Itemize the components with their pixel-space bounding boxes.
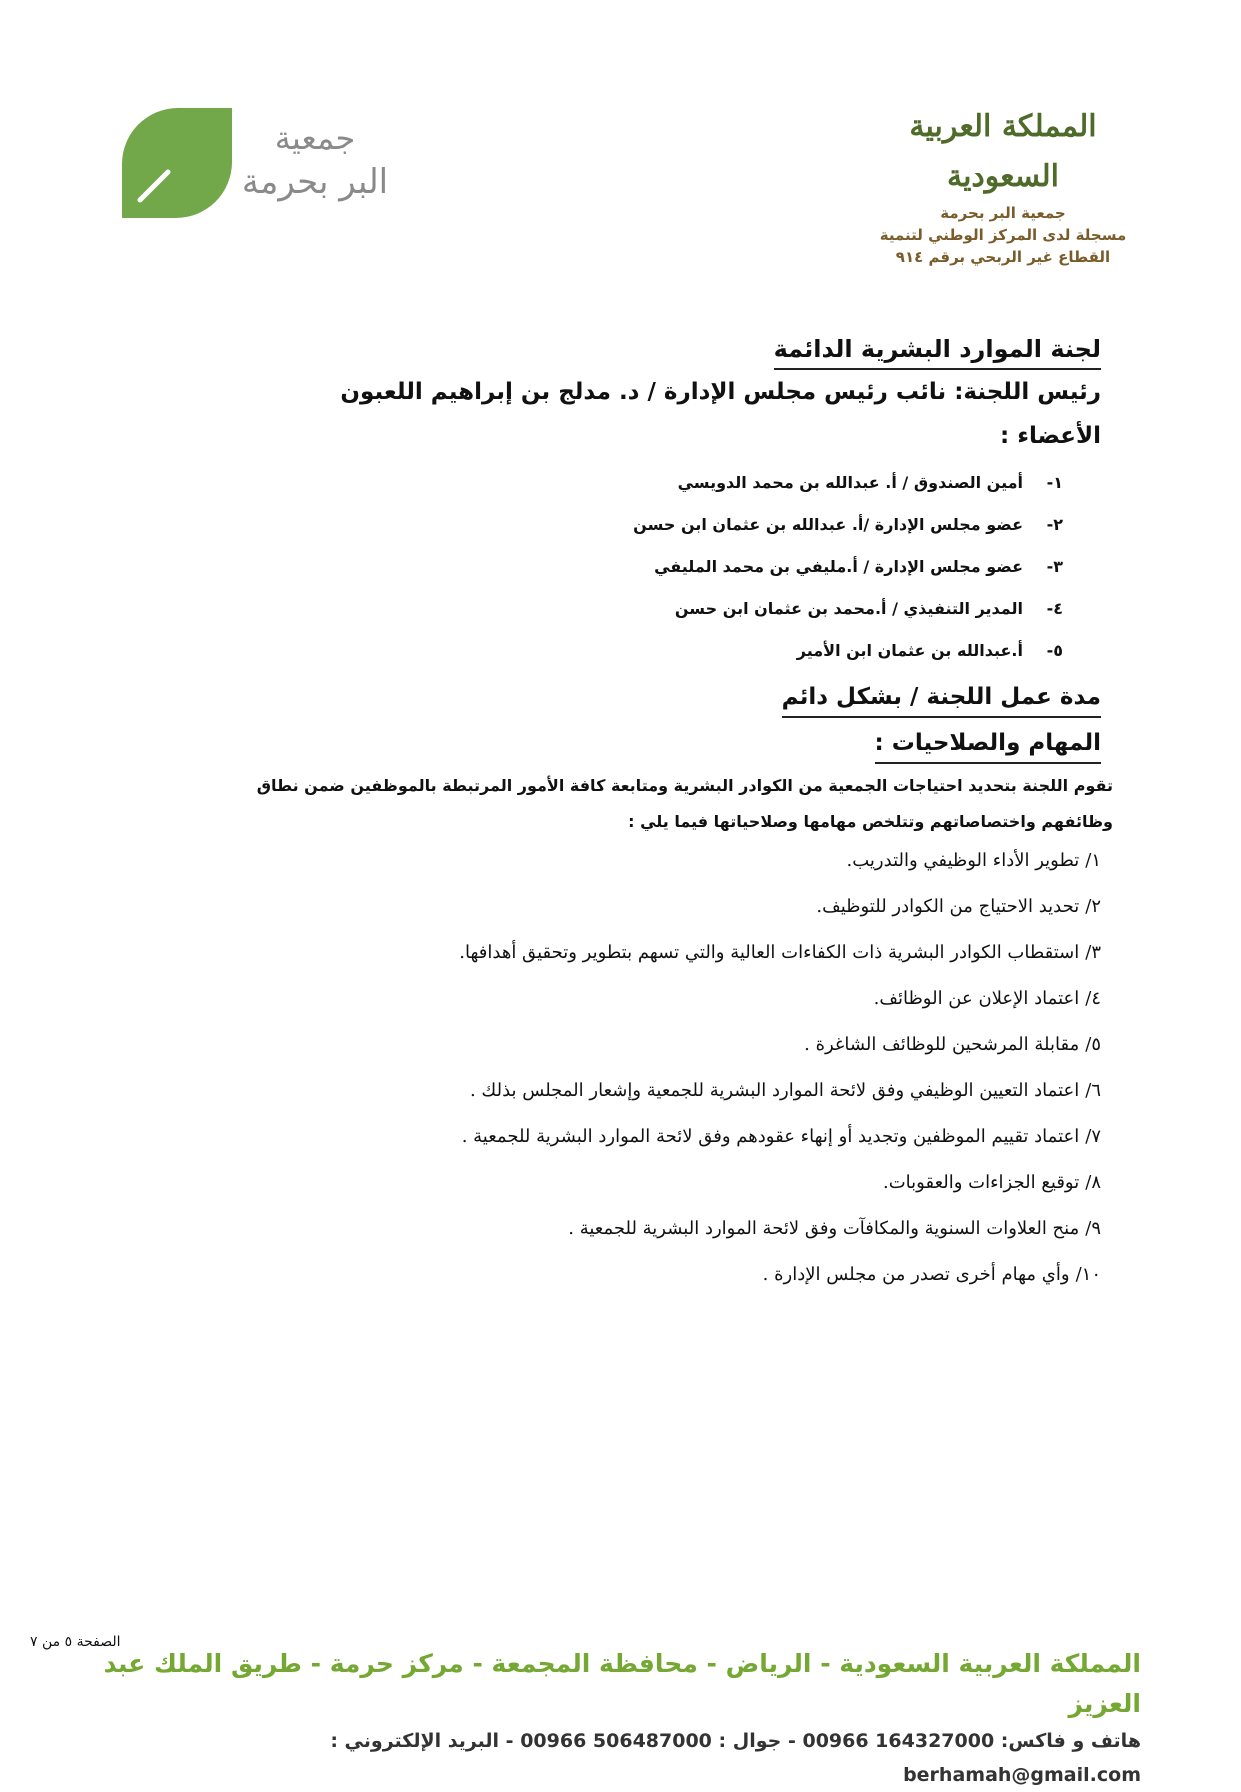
page-number: الصفحة ٥ من ٧ xyxy=(30,1634,121,1650)
list-item: ١/تطوير الأداء الوظيفي والتدريب. xyxy=(846,850,1101,871)
mobile-label: - جوال : xyxy=(718,1730,796,1752)
logo-text xyxy=(240,116,390,204)
logo-line2: البر بحرمة xyxy=(241,162,389,202)
logo-line1: جمعية xyxy=(274,119,356,157)
committee-title: لجنة الموارد البشرية الدائمة xyxy=(774,332,1101,370)
association-name: جمعية البر بحرمة xyxy=(940,204,1066,222)
committee-duration: مدة عمل اللجنة / بشكل دائم xyxy=(782,678,1101,718)
kingdom-calligraphy: المملكة العربية السعودية xyxy=(909,109,1097,194)
list-item: ٥/مقابلة المرشحين للوظائف الشاغرة . xyxy=(804,1034,1101,1055)
list-item: ٩/منح العلاوات السنوية والمكافآت وفق لائحة الموارد البشرية للجمعية . xyxy=(568,1218,1101,1239)
list-item: ٢/تحديد الاحتياج من الكوادر للتوظيف. xyxy=(816,896,1101,917)
list-item: ٥-أ.عبدالله بن عثمان ابن الأمير xyxy=(796,641,1063,660)
list-item: ٦/اعتماد التعيين الوظيفي وفق لائحة الموارد البشرية للجمعية وإشعار المجلس بذلك . xyxy=(469,1080,1101,1101)
list-item: ٣-عضو مجلس الإدارة / أ.مليفي بن محمد المليفي xyxy=(654,557,1063,576)
list-item: ٤/اعتماد الإعلان عن الوظائف. xyxy=(873,988,1101,1009)
list-item: ٤-المدير التنفيذي / أ.محمد بن عثمان ابن حسن xyxy=(674,599,1063,618)
leaf-logo-icon xyxy=(118,104,236,222)
document-body xyxy=(150,332,1113,1298)
footer xyxy=(100,1644,1141,1792)
registration-number: القطاع غير الربحي برقم ٩١٤ xyxy=(895,248,1111,266)
list-item: ٢-عضو مجلس الإدارة /أ. عبدالله بن عثمان ابن حسن xyxy=(633,515,1063,534)
tasks-list xyxy=(150,838,1101,1298)
mobile-number[interactable]: 00966 506487000 xyxy=(520,1730,712,1752)
list-item: ٨/توقيع الجزاءات والعقوبات. xyxy=(883,1172,1101,1193)
committee-chair: رئيس اللجنة: نائب رئيس مجلس الإدارة / د. مدلج بن إبراهيم اللعبون xyxy=(340,379,1101,405)
list-item: ٣/استقطاب الكوادر البشرية ذات الكفاءات العالية والتي تسهم بتطوير وتحقيق أهدافها. xyxy=(459,942,1101,963)
email-label: - البريد الإلكتروني : xyxy=(330,1730,514,1752)
list-item: ٧/اعتماد تقييم الموظفين وتجديد أو إنهاء عقودهم وفق لائحة الموارد البشرية للجمعية . xyxy=(461,1126,1101,1147)
intro-line2: وظائفهم واختصاصاتهم وتتلخص مهامها وصلاحياتها فيما يلي : xyxy=(628,812,1113,831)
registration-line: مسجلة لدى المركز الوطني لتنمية xyxy=(879,226,1127,244)
intro-line1: تقوم اللجنة بتحديد احتياجات الجمعية من الكوادر البشرية ومتابعة كافة الأمور المرتبطة بالموظفين ضمن نطاق xyxy=(256,776,1113,795)
members-label: الأعضاء : xyxy=(1000,423,1101,449)
association-logo xyxy=(118,100,398,230)
email-link[interactable]: berhamah@gmail.com xyxy=(903,1764,1141,1786)
phone-number[interactable]: 00966 164327000 xyxy=(802,1730,995,1752)
members-list xyxy=(150,462,1101,672)
tasks-label: المهام والصلاحيات : xyxy=(875,724,1102,764)
letterhead-registration xyxy=(853,102,1153,268)
phone-label: هاتف و فاكس: xyxy=(1000,1730,1141,1752)
footer-address: المملكة العربية السعودية - الرياض - محافظة المجمعة - مركز حرمة - طريق الملك عبد العزيز xyxy=(103,1649,1141,1718)
footer-contact xyxy=(100,1724,1141,1792)
list-item: ١-أمين الصندوق / أ. عبدالله بن محمد الدويسي xyxy=(677,473,1063,492)
list-item: ١٠/وأي مهام أخرى تصدر من مجلس الإدارة . xyxy=(762,1264,1101,1285)
